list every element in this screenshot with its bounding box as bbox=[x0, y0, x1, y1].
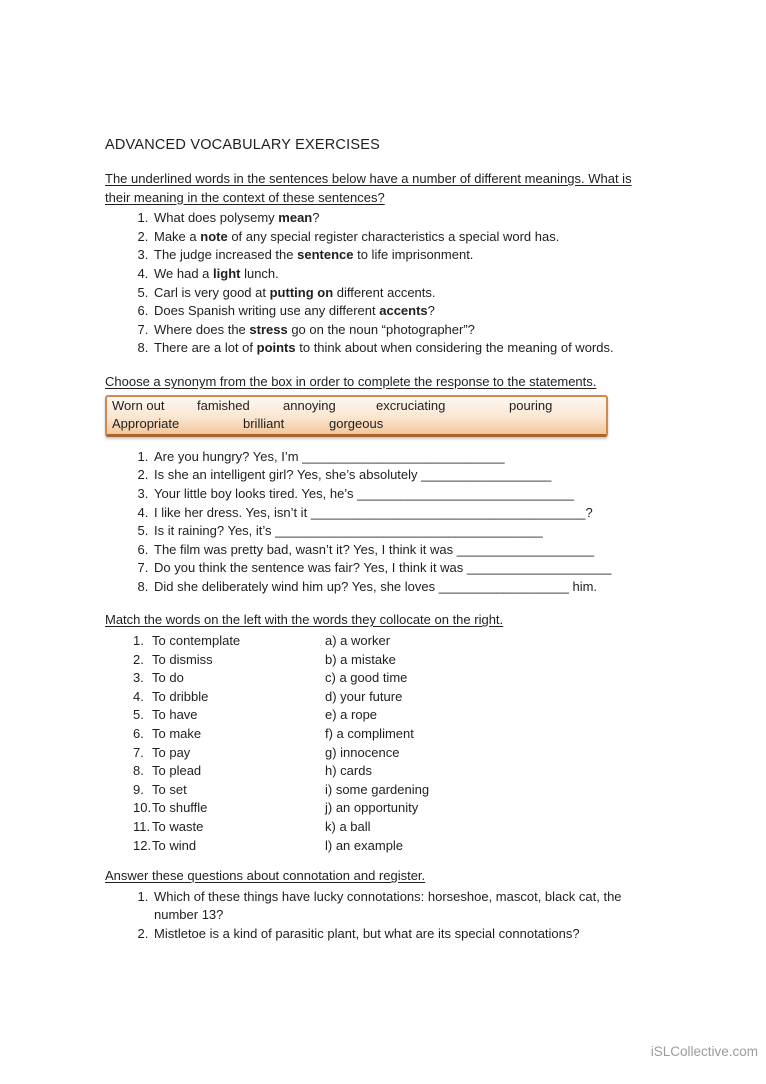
polysemy-item: 3. The judge increased the sentence to life imprisonment. bbox=[152, 246, 657, 265]
match-row bbox=[133, 651, 657, 670]
match-right: i) some gardening bbox=[325, 781, 430, 797]
connotation-question: 1. Which of these things have lucky connotations: horseshoe, mascot, black cat, the number 13? bbox=[152, 888, 657, 925]
match-left: To wind bbox=[152, 837, 197, 853]
match-right: b) a mistake bbox=[325, 651, 396, 667]
polysemy-list bbox=[105, 209, 657, 358]
match-row bbox=[133, 781, 657, 800]
synonym-word: Appropriate bbox=[112, 416, 180, 432]
synonym-response-item: 1. Are you hungry? Yes, I’m ____________________________ bbox=[152, 448, 657, 467]
match-left: To dismiss bbox=[152, 651, 213, 667]
match-num: 10. bbox=[133, 800, 152, 816]
match-row bbox=[133, 725, 657, 744]
synonym-response-item: 7. Do you think the sentence was fair? Yes, I think it was ____________________ bbox=[152, 559, 657, 578]
synonym-word: famished bbox=[197, 397, 250, 413]
polysemy-item: 5. Carl is very good at putting on different accents. bbox=[152, 284, 657, 303]
match-num: 6. bbox=[133, 726, 144, 742]
match-left: To make bbox=[152, 726, 202, 742]
match-num: 11. bbox=[133, 819, 151, 835]
match-left: To set bbox=[152, 781, 187, 797]
match-num: 12. bbox=[133, 837, 152, 853]
match-num: 8. bbox=[133, 763, 144, 779]
connotation-question: 2. Mistletoe is a kind of parasitic plant, but what are its special connotations? bbox=[152, 925, 657, 944]
match-right: j) an opportunity bbox=[325, 800, 419, 816]
synonym-word: excruciating bbox=[376, 397, 446, 413]
match-left: To do bbox=[152, 670, 184, 686]
section-collocations bbox=[105, 611, 657, 855]
section-collocations-heading: Match the words on the left with the words they collocate on the right. bbox=[105, 612, 504, 627]
section-synonyms-heading: Choose a synonym from the box in order to complete the response to the statements. bbox=[105, 374, 597, 389]
match-right: d) your future bbox=[325, 688, 403, 704]
synonym-response-item: 8. Did she deliberately wind him up? Yes, she loves __________________ him. bbox=[152, 578, 657, 597]
synonym-box-row-1 bbox=[112, 397, 601, 416]
synonym-response-item: 6. The film was pretty bad, wasn’t it? Yes, I think it was ___________________ bbox=[152, 541, 657, 560]
section-synonyms bbox=[105, 373, 657, 597]
match-row bbox=[133, 762, 657, 781]
synonym-response-item: 2. Is she an intelligent girl? Yes, she’s absolutely __________________ bbox=[152, 466, 657, 485]
match-left: To pay bbox=[152, 744, 191, 760]
synonym-word: Worn out bbox=[112, 397, 165, 413]
match-right: l) an example bbox=[325, 837, 404, 853]
polysemy-item: 8. There are a lot of points to think about when considering the meaning of words. bbox=[152, 339, 657, 358]
match-right: e) a rope bbox=[325, 707, 378, 723]
match-left: To contemplate bbox=[152, 633, 241, 649]
polysemy-item: 6. Does Spanish writing use any different accents? bbox=[152, 302, 657, 321]
section-polysemy bbox=[105, 170, 657, 358]
match-right: f) a compliment bbox=[325, 726, 414, 742]
match-left: To shuffle bbox=[152, 800, 208, 816]
match-right: g) innocence bbox=[325, 744, 400, 760]
synonym-word-box bbox=[105, 395, 608, 437]
match-row bbox=[133, 669, 657, 688]
synonym-response-item: 3. Your little boy looks tired. Yes, he’s ______________________________ bbox=[152, 485, 657, 504]
match-right: h) cards bbox=[325, 763, 372, 779]
match-row bbox=[133, 799, 657, 818]
section-connotation-heading: Answer these questions about connotation and register. bbox=[105, 868, 426, 883]
match-num: 5. bbox=[133, 707, 144, 723]
match-left: To plead bbox=[152, 763, 202, 779]
connotation-question-list bbox=[105, 888, 657, 944]
synonym-response-list bbox=[105, 448, 657, 597]
synonym-box-row-2 bbox=[112, 415, 601, 434]
match-num: 9. bbox=[133, 781, 144, 797]
section-connotation bbox=[105, 867, 657, 943]
match-left: To dribble bbox=[152, 688, 209, 704]
synonym-response-item: 5. Is it raining? Yes, it’s _____________________________________ bbox=[152, 522, 657, 541]
match-left: To have bbox=[152, 707, 198, 723]
polysemy-item: 1. What does polysemy mean? bbox=[152, 209, 657, 228]
synonym-word: pouring bbox=[509, 397, 553, 413]
match-row bbox=[133, 688, 657, 707]
match-right: a) a worker bbox=[325, 633, 391, 649]
synonym-word: brilliant bbox=[243, 416, 285, 432]
match-right: k) a ball bbox=[325, 819, 371, 835]
page-title: ADVANCED VOCABULARY EXERCISES bbox=[105, 137, 380, 153]
match-row bbox=[133, 818, 657, 837]
match-row bbox=[133, 744, 657, 763]
match-right: c) a good time bbox=[325, 670, 408, 686]
polysemy-item: 2. Make a note of any special register characteristics a special word has. bbox=[152, 228, 657, 247]
match-row bbox=[133, 632, 657, 651]
collocation-match-list bbox=[133, 632, 657, 855]
match-row bbox=[133, 837, 657, 856]
match-left: To waste bbox=[152, 819, 204, 835]
match-num: 7. bbox=[133, 744, 144, 760]
match-num: 1. bbox=[133, 633, 144, 649]
polysemy-item: 7. Where does the stress go on the noun “photographer”? bbox=[152, 321, 657, 340]
synonym-word: gorgeous bbox=[329, 416, 384, 432]
match-num: 3. bbox=[133, 670, 144, 686]
match-num: 4. bbox=[133, 688, 144, 704]
polysemy-item: 4. We had a light lunch. bbox=[152, 265, 657, 284]
match-num: 2. bbox=[133, 651, 144, 667]
synonym-word: annoying bbox=[283, 397, 336, 413]
match-row bbox=[133, 706, 657, 725]
footer-branding: iSLCollective.com bbox=[650, 1044, 758, 1059]
section-polysemy-heading: The underlined words in the sentences below have a number of different meanings. What is their meaning in the context of these sentences? bbox=[105, 171, 632, 205]
synonym-response-item: 4. I like her dress. Yes, isn’t it ______________________________________? bbox=[152, 504, 657, 523]
